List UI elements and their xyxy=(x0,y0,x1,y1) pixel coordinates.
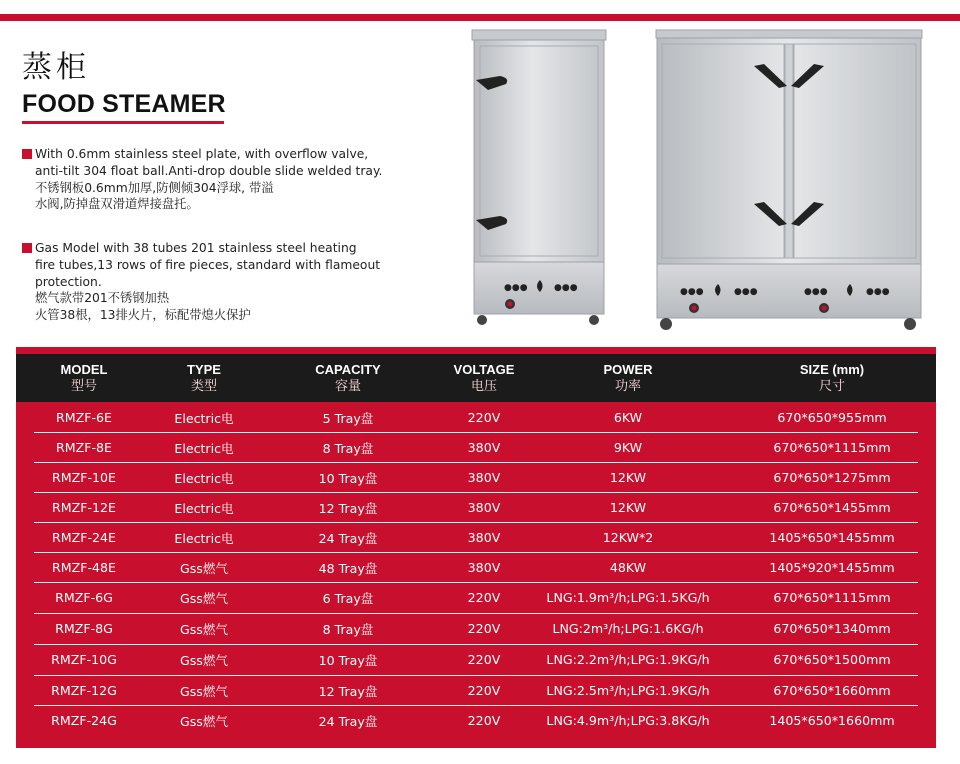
cell-type: Gss燃气 xyxy=(179,590,229,606)
cell-capacity: 10 Tray盘 xyxy=(318,470,378,486)
cell-size: 670*650*1115mm xyxy=(773,439,891,455)
cell-capacity: 12 Tray盘 xyxy=(318,683,378,699)
cell-voltage: 220V xyxy=(467,651,501,667)
cell-type: Electric电 xyxy=(174,500,234,516)
cell-voltage: 220V xyxy=(467,682,501,698)
cell-power: 12KW xyxy=(609,499,647,515)
cell-type: Electric电 xyxy=(174,410,234,426)
cell-capacity: 24 Tray盘 xyxy=(318,530,378,546)
single-door-steamer-image xyxy=(470,28,610,328)
feature-line: 火管38根，13排火片，标配带熄火保护 xyxy=(35,308,251,323)
feature-line: protection. xyxy=(35,274,102,289)
feature-line: anti-tilt 304 float ball.Anti-drop double slide welded tray. xyxy=(35,163,383,178)
svg-text:●●●: ●●● xyxy=(680,287,704,297)
cell-type: Electric电 xyxy=(174,530,234,546)
cell-model: RMZF-24E xyxy=(51,529,116,545)
cell-type: Gss燃气 xyxy=(179,560,229,576)
cell-model: RMZF-12G xyxy=(51,682,117,698)
cell-capacity: 8 Tray盘 xyxy=(322,440,374,456)
cell-voltage: 380V xyxy=(467,529,501,545)
cell-size: 670*650*1340mm xyxy=(773,620,891,636)
cell-size: 1405*920*1455mm xyxy=(769,559,895,575)
cell-power: LNG:1.9m³/h;LPG:1.5KG/h xyxy=(546,589,710,605)
table-row xyxy=(16,552,936,582)
bullet-square-icon xyxy=(22,243,32,253)
cell-power: 12KW xyxy=(609,469,647,485)
cell-voltage: 380V xyxy=(467,499,501,515)
cell-capacity: 24 Tray盘 xyxy=(318,713,378,729)
cell-power: 9KW xyxy=(613,439,643,455)
cell-power: LNG:2.5m³/h;LPG:1.9KG/h xyxy=(546,682,710,698)
header-voltage: VOLTAGE 电压 xyxy=(453,361,515,394)
cell-voltage: 220V xyxy=(467,589,501,605)
cell-model: RMZF-12E xyxy=(51,499,116,515)
cell-capacity: 12 Tray盘 xyxy=(318,500,378,516)
table-row xyxy=(16,582,936,612)
cell-capacity: 8 Tray盘 xyxy=(322,621,374,637)
single-door-steamer-illustration xyxy=(470,28,610,328)
cell-size: 670*650*955mm xyxy=(777,409,887,425)
cell-model: RMZF-48E xyxy=(51,559,116,575)
cell-type: Gss燃气 xyxy=(179,652,229,668)
feature-line: With 0.6mm stainless steel plate, with overflow valve, xyxy=(22,146,422,163)
cell-size: 1405*650*1660mm xyxy=(769,712,895,728)
cell-capacity: 5 Tray盘 xyxy=(322,410,374,426)
table-row xyxy=(16,492,936,522)
table-row xyxy=(16,402,936,432)
cell-voltage: 380V xyxy=(467,439,501,455)
cell-voltage: 220V xyxy=(467,712,501,728)
cell-size: 670*650*1660mm xyxy=(773,682,891,698)
cell-model: RMZF-6E xyxy=(55,409,112,425)
svg-text:●●●: ●●● xyxy=(504,283,528,293)
svg-text:●●●: ●●● xyxy=(554,283,578,293)
cell-voltage: 220V xyxy=(467,409,501,425)
table-row xyxy=(16,432,936,462)
header-power: POWER 功率 xyxy=(603,361,653,394)
feature-line: 不锈钢板0.6mm加厚,防侧倾304浮球, 带溢 xyxy=(35,180,274,195)
cell-capacity: 6 Tray盘 xyxy=(322,590,374,606)
cell-power: 48KW xyxy=(609,559,647,575)
cell-model: RMZF-10E xyxy=(51,469,116,485)
feature-line: 燃气款带201不锈钢加热 xyxy=(35,291,170,306)
table-row xyxy=(16,675,936,705)
feature-line: fire tubes,13 rows of fire pieces, standard with flameout xyxy=(35,257,381,272)
cell-size: 670*650*1115mm xyxy=(773,589,891,605)
feature-line: 水阀,防掉盘双滑道焊接盘托。 xyxy=(35,197,199,212)
header-capacity: CAPACITY 容量 xyxy=(315,361,381,394)
cell-model: RMZF-8G xyxy=(55,620,113,636)
svg-text:●●●: ●●● xyxy=(804,287,828,297)
cell-capacity: 48 Tray盘 xyxy=(318,560,378,576)
cell-voltage: 220V xyxy=(467,620,501,636)
table-row xyxy=(16,613,936,643)
cell-model: RMZF-10G xyxy=(51,651,117,667)
header-type: TYPE 类型 xyxy=(187,361,221,394)
cell-power: LNG:2.2m³/h;LPG:1.9KG/h xyxy=(546,651,710,667)
bullet-square-icon xyxy=(22,149,32,159)
cell-power: LNG:4.9m³/h;LPG:3.8KG/h xyxy=(546,712,710,728)
page-title-chinese: 蒸柜 xyxy=(22,50,90,85)
table-row xyxy=(16,522,936,552)
header-model: MODEL 型号 xyxy=(60,361,108,394)
cell-type: Gss燃气 xyxy=(179,713,229,729)
table-row xyxy=(16,644,936,674)
cell-power: 6KW xyxy=(613,409,643,425)
cell-power: LNG:2m³/h;LPG:1.6KG/h xyxy=(552,620,704,636)
cell-model: RMZF-8E xyxy=(55,439,112,455)
cell-size: 670*650*1455mm xyxy=(773,499,891,515)
svg-text:●●●: ●●● xyxy=(734,287,758,297)
cell-size: 1405*650*1455mm xyxy=(769,529,895,545)
double-door-steamer-image xyxy=(654,28,924,334)
cell-model: RMZF-24G xyxy=(51,712,117,728)
table-row xyxy=(16,705,936,735)
cell-type: Gss燃气 xyxy=(179,621,229,637)
cell-capacity: 10 Tray盘 xyxy=(318,652,378,668)
spec-table xyxy=(16,347,936,748)
cell-power: 12KW*2 xyxy=(602,529,654,545)
title-underline xyxy=(22,121,224,124)
feature-line: Gas Model with 38 tubes 201 stainless steel heating xyxy=(22,240,422,257)
cell-type: Electric电 xyxy=(174,440,234,456)
double-door-steamer-illustration xyxy=(654,28,924,334)
page-title: FOOD STEAMER xyxy=(22,90,226,118)
cell-type: Gss燃气 xyxy=(179,683,229,699)
cell-voltage: 380V xyxy=(467,469,501,485)
cell-voltage: 380V xyxy=(467,559,501,575)
top-accent-bar xyxy=(0,14,960,21)
header-size: SIZE (mm) 尺寸 xyxy=(799,361,865,394)
feature-block-materials xyxy=(22,146,422,213)
table-row xyxy=(16,462,936,492)
feature-block-gas-model xyxy=(22,240,422,324)
svg-text:●●●: ●●● xyxy=(866,287,890,297)
table-header xyxy=(16,354,936,402)
cell-size: 670*650*1500mm xyxy=(773,651,891,667)
cell-type: Electric电 xyxy=(174,470,234,486)
cell-size: 670*650*1275mm xyxy=(773,469,891,485)
cell-model: RMZF-6G xyxy=(55,589,113,605)
